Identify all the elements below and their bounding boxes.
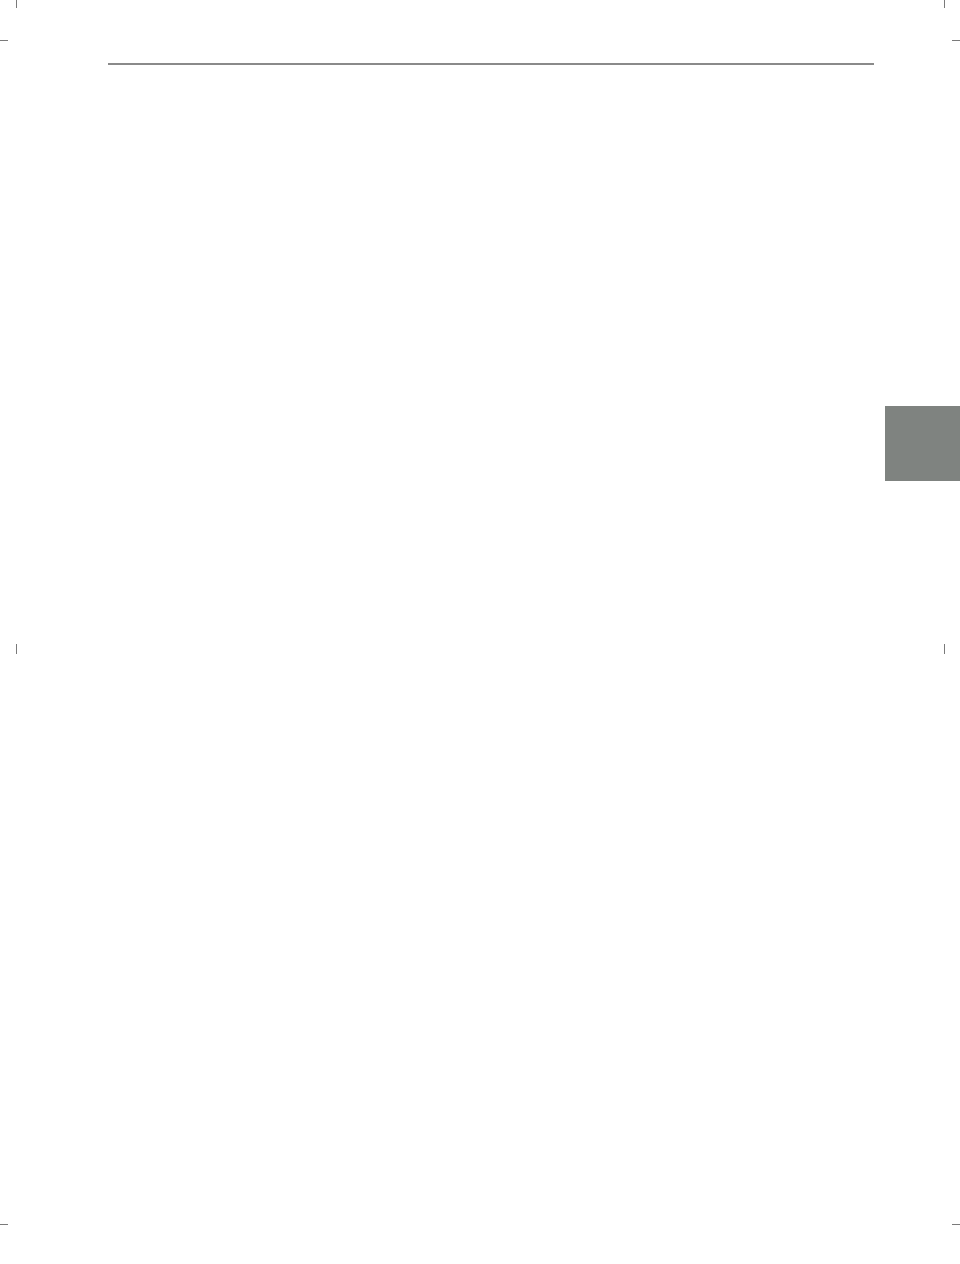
header-divider: [108, 63, 874, 65]
chapter-tab: [885, 406, 960, 481]
crop-mark: [16, 644, 17, 654]
crop-mark: [944, 0, 945, 8]
crop-mark: [16, 0, 17, 8]
crop-mark: [0, 40, 8, 41]
crop-mark: [944, 644, 945, 654]
crop-mark: [0, 1224, 8, 1225]
crop-mark: [952, 40, 960, 41]
chapter-title: [912, 494, 932, 814]
crop-mark: [952, 1224, 960, 1225]
